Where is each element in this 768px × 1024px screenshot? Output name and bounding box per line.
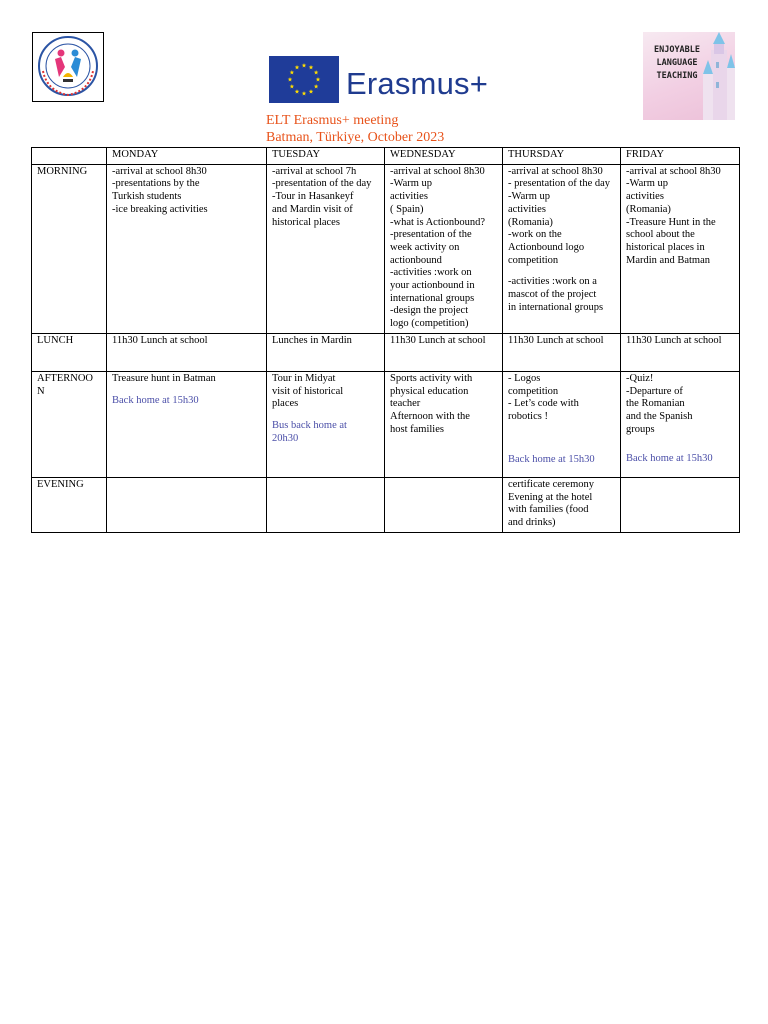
schedule-cell: 11h30 Lunch at school [503, 333, 621, 371]
corner-cell [32, 148, 107, 165]
schedule-cell [385, 477, 503, 532]
back-home-note: Bus back home at 20h30 [272, 419, 347, 444]
schedule-cell [267, 477, 385, 532]
schedule-cell: certificate ceremony Evening at the hotel with families (food and drinks) [503, 477, 621, 532]
schedule-cell: 11h30 Lunch at school [385, 333, 503, 371]
day-header: MONDAY [107, 148, 267, 165]
schedule-cell [107, 477, 267, 532]
schedule-cell: -arrival at school 8h30 -Warm up activities ( Spain) -what is Actionbound? -presentation of the week activity on actionbound -activities :work on your actionbound in international groups -design the project logo (competition) [385, 164, 503, 333]
schedule-cell [107, 371, 267, 477]
enjoyable-language-teaching-logo [643, 32, 735, 120]
header-row [32, 148, 740, 165]
cell-text: Tour in Midyat visit of historical places [272, 372, 344, 410]
cell-text: -activities :work on a mascot of the project in international groups [508, 276, 604, 313]
schedule-cell [267, 371, 385, 477]
schedule-cell: -arrival at school 8h30 -Warm up activities (Romania) -Treasure Hunt in the school about the historical places in Mardin and Batman [621, 164, 740, 333]
day-header: TUESDAY [267, 148, 385, 165]
lunch-row [32, 333, 740, 371]
schedule-cell [621, 477, 740, 532]
day-header: WEDNESDAY [385, 148, 503, 165]
schedule-cell: -arrival at school 7h -presentation of the day -Tour in Hasankeyf and Mardin visit of historical places [267, 164, 385, 333]
schedule-cell: 11h30 Lunch at school [107, 333, 267, 371]
schedule-cell: -arrival at school 8h30 -presentations by the Turkish students -ice breaking activities [107, 164, 267, 333]
back-home-note: Back home at 15h30 [508, 453, 595, 465]
cell-text: -Quiz! -Departure of the Romanian and the Spanish groups [626, 372, 693, 435]
cell-text: Treasure hunt in Batman [112, 372, 216, 384]
schedule-cell [503, 164, 621, 333]
morning-row [32, 164, 740, 333]
school-logo-icon [32, 32, 104, 102]
day-header: THURSDAY [503, 148, 621, 165]
row-label: EVENING [32, 477, 107, 532]
schedule-cell: Sports activity with physical education teacher Afternoon with the host families [385, 371, 503, 477]
back-home-note: Back home at 15h30 [626, 453, 713, 465]
row-label: MORNING [32, 164, 107, 333]
cell-text: - Logos competition - Let’s code with robotics ! [508, 372, 579, 422]
schedule-cell: Lunches in Mardin [267, 333, 385, 371]
afternoon-row [32, 371, 740, 477]
erasmus-wordmark: Erasmus+ [346, 66, 489, 101]
eu-flag-icon [269, 56, 339, 103]
schedule-cell: 11h30 Lunch at school [621, 333, 740, 371]
row-label: AFTERNOO N [32, 371, 107, 477]
enjoyable-logo-text: ENJOYABLE LANGUAGE TEACHING [653, 45, 701, 81]
evening-row [32, 477, 740, 532]
meeting-location-date: Batman, Türkiye, October 2023 [266, 130, 445, 145]
schedule-cell [621, 371, 740, 477]
day-header: FRIDAY [621, 148, 740, 165]
row-label: LUNCH [32, 333, 107, 371]
back-home-note: Back home at 15h30 [112, 394, 199, 406]
castle-icon [703, 32, 735, 120]
cell-text: -arrival at school 8h30 - presentation of the day -Warm up activities (Romania) -work on the Actionbound logo competition [508, 165, 611, 266]
schedule-table [31, 147, 740, 533]
meeting-title: ELT Erasmus+ meeting [266, 113, 399, 128]
schedule-cell [503, 371, 621, 477]
